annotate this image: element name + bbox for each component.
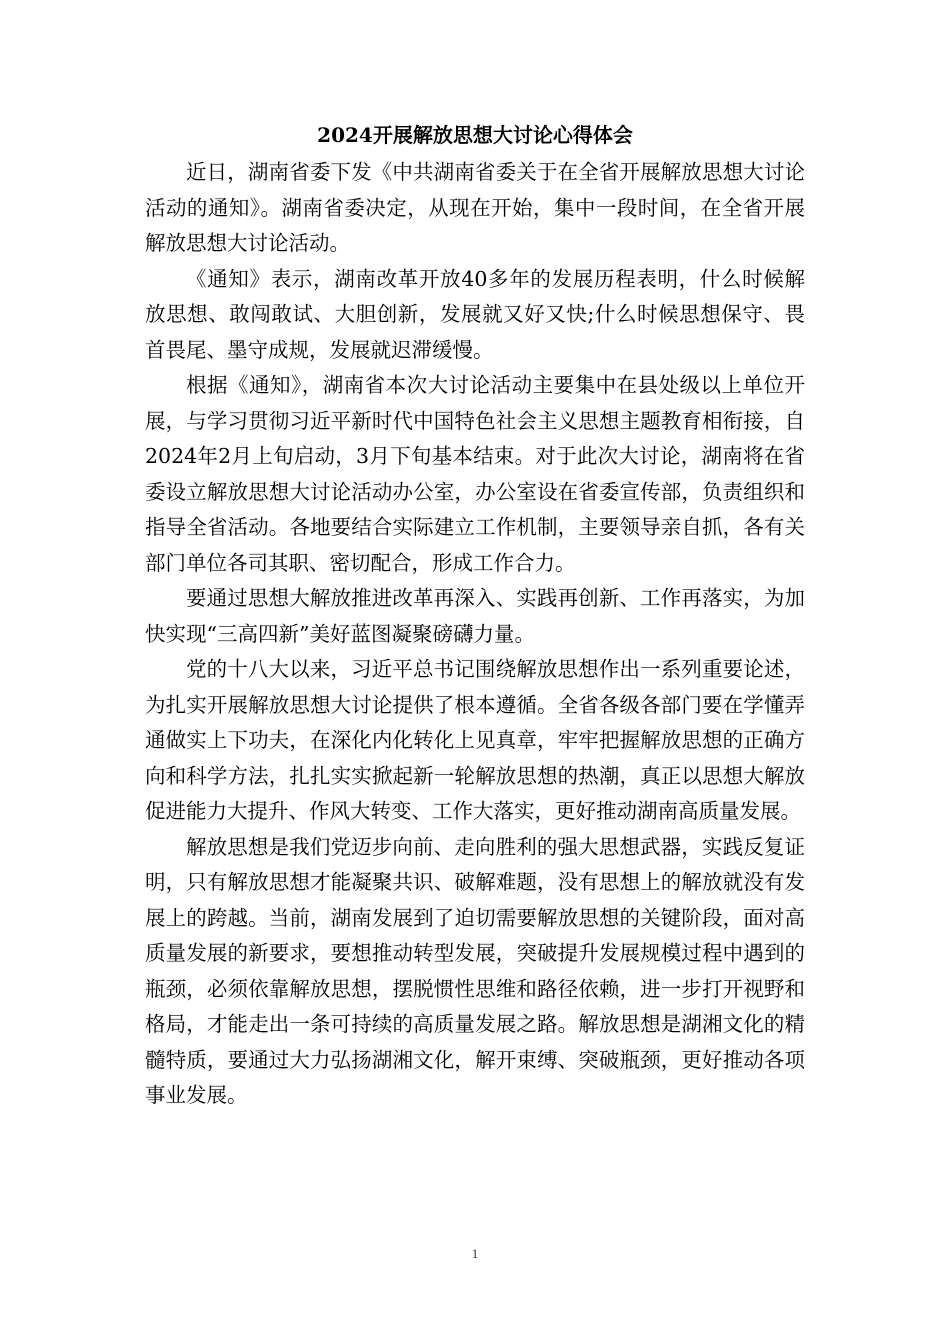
document-title: 2024开展解放思想大讨论心得体会 xyxy=(317,123,633,147)
paragraph-4: 要通过思想大解放推进改革再深入、实践再创新、工作再落实，为加快实现“三高四新”美好蓝图凝聚磅礴力量。 xyxy=(145,586,805,646)
paragraph-1: 近日，湖南省委下发《中共湖南省委关于在全省开展解放思想大讨论活动的通知》。湖南省委决定，从现在开始，集中一段时间，在全省开展解放思想大讨论活动。 xyxy=(145,160,805,255)
paragraph-3: 根据《通知》，湖南省本次大讨论活动主要集中在县处级以上单位开展，与学习贯彻习近平新时代中国特色社会主义思想主题教育相衔接，自2024年2月上旬启动，3月下旬基本结束。对于此次大讨论，湖南将在省委设立解放思想大讨论活动办公室，办公室设在省委宣传部，负责组织和指导全省活动。各地要结合实际建立工作机制，主要领导亲自抓，各有关部门单位各司其职、密切配合，形成工作合力。 xyxy=(145,373,805,575)
page-number: 1 xyxy=(471,1246,479,1261)
paragraph-6: 解放思想是我们党迈步向前、走向胜利的强大思想武器，实践反复证明，只有解放思想才能凝聚共识、破解难题，没有思想上的解放就没有发展上的跨越。当前，湖南发展到了迫切需要解放思想的关键阶段，面对高质量发展的新要求，要想推动转型发展，突破提升发展规模过程中遇到的瓶颈，必须依靠解放思想，摆脱惯性思维和路径依赖，进一步打开视野和格局，才能走出一条可持续的高质量发展之路。解放思想是湖湘文化的精髓特质，要通过大力弘扬湖湘文化，解开束缚、突破瓶颈，更好推动各项事业发展。 xyxy=(145,834,805,1107)
paragraph-2: 《通知》表示，湖南改革开放40多年的发展历程表明，什么时候解放思想、敢闯敢试、大胆创新，发展就又好又快;什么时候思想保守、畏首畏尾、墨守成规，发展就迟滞缓慢。 xyxy=(145,266,805,362)
document-body xyxy=(145,155,805,1114)
paragraph-5: 党的十八大以来，习近平总书记围绕解放思想作出一系列重要论述，为扎实开展解放思想大讨论提供了根本遵循。全省各级各部门要在学懂弄通做实上下功夫，在深化内化转化上见真章，牢牢把握解放思想的正确方向和科学方法，扎扎实实掀起新一轮解放思想的热潮，真正以思想大解放促进能力大提升、作风大转变、工作大落实，更好推动湖南高质量发展。 xyxy=(145,657,805,823)
